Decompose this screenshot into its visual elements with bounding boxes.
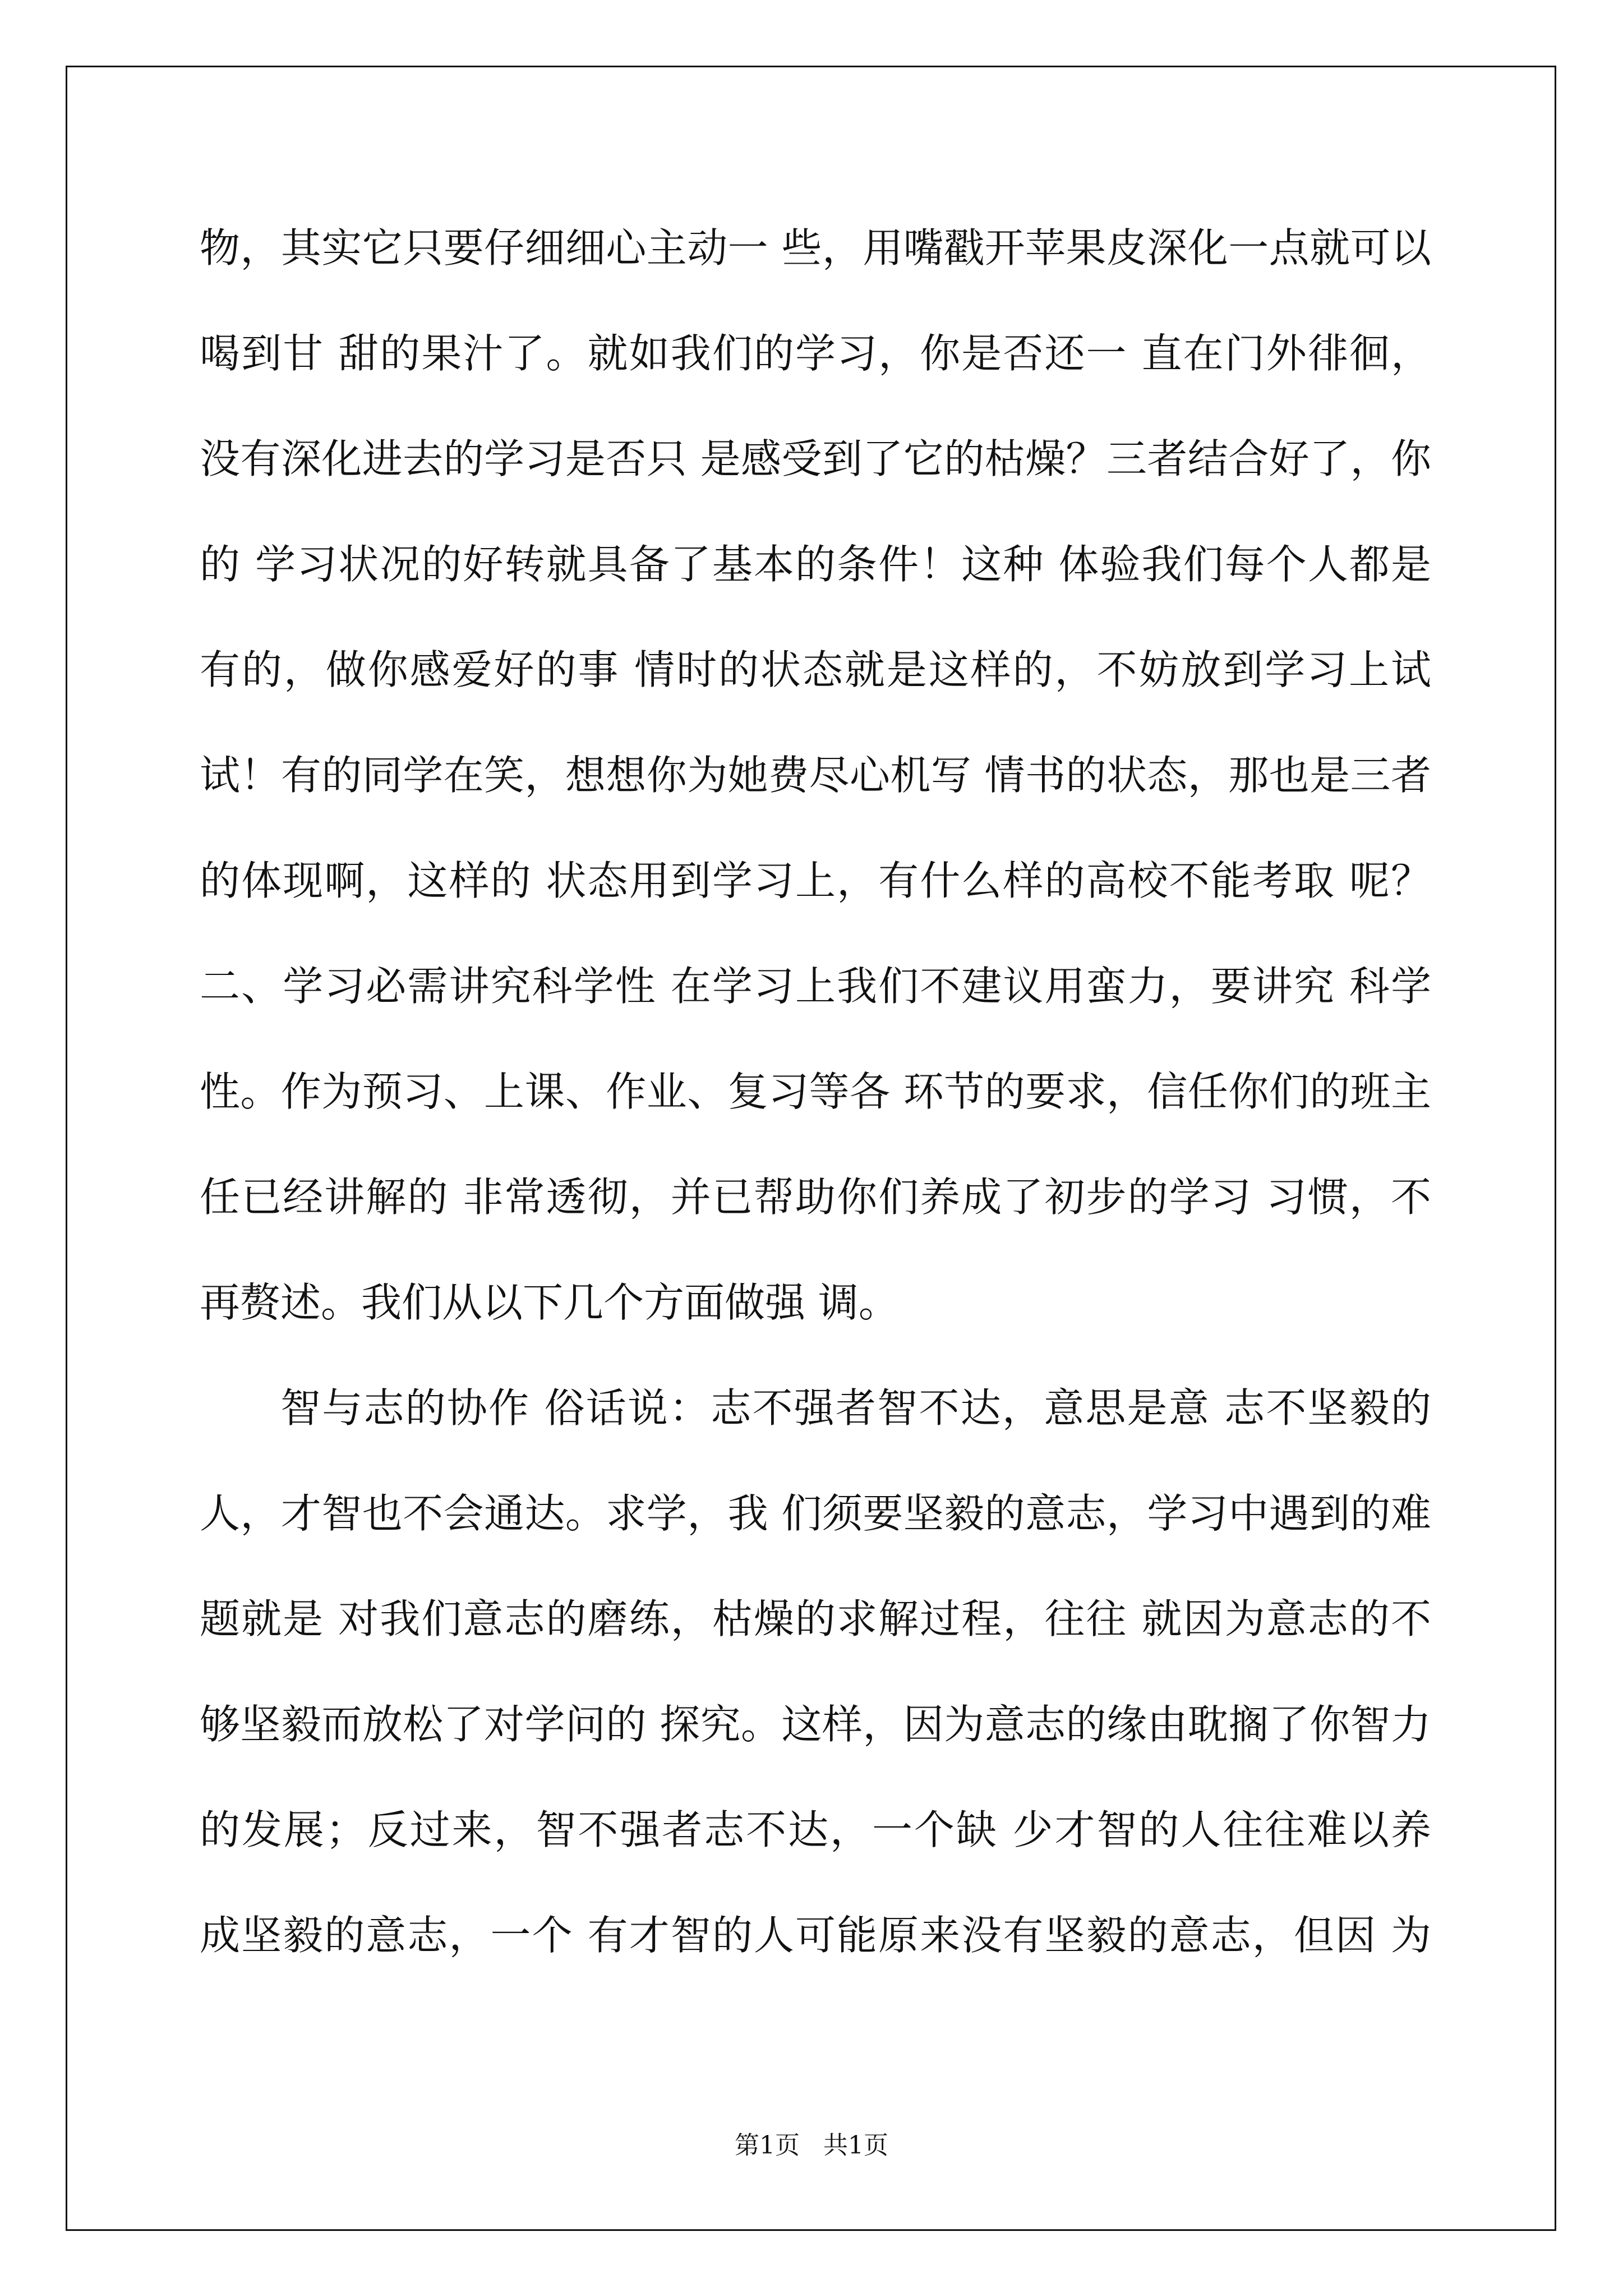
text-line: 任已经讲解的 非常透彻，并已帮助你们养成了初步的学习 习惯，不 (200, 1174, 1431, 1221)
text-line: 题就是 对我们意志的磨练，枯燥的求解过程，往往 就因为意志的不 (200, 1595, 1431, 1642)
text-line: 够坚毅而放松了对学问的 探究。这样，因为意志的缘由耽搁了你智力 (200, 1701, 1431, 1748)
text-line: 物，其实它只要仔细细心主动一 些，用嘴戳开苹果皮深化一点就可以 (200, 224, 1431, 272)
text-line: 性。作为预习、上课、作业、复习等各 环节的要求，信任你们的班主 (200, 1068, 1431, 1115)
text-line: 再赘述。我们从以下几个方面做强 调。 (200, 1279, 899, 1326)
text-line: 的体现啊，这样的 状态用到学习上，有什么样的高校不能考取 呢？ (200, 857, 1431, 904)
text-line: 成坚毅的意志，一个 有才智的人可能原来没有坚毅的意志，但因 为 (200, 1912, 1431, 1959)
text-line: 的 学习状况的好转就具备了基本的条件！这种 体验我们每个人都是 (200, 541, 1431, 588)
page-footer: 第1页 共1页 (735, 2131, 888, 2160)
text-line: 智与志的协作 俗话说：志不强者智不达，意思是意 志不坚毅的 (280, 1384, 1431, 1432)
text-line: 试！有的同学在笑，想想你为她费尽心机写 情书的状态，那也是三者 (200, 752, 1431, 799)
document-body (200, 220, 1431, 2013)
text-line: 没有深化进去的学习是否只 是感受到了它的枯燥？三者结合好了，你 (200, 435, 1431, 482)
text-line: 的发展；反过来，智不强者志不达，一个缺 少才智的人往往难以养 (200, 1806, 1431, 1853)
text-line: 有的，做你感爱好的事 情时的状态就是这样的，不妨放到学习上试 (200, 646, 1431, 693)
text-line: 人，才智也不会通达。求学，我 们须要坚毅的意志，学习中遇到的难 (200, 1490, 1431, 1537)
text-line: 喝到甘 甜的果汁了。就如我们的学习，你是否还一 直在门外徘徊， (200, 330, 1431, 377)
text-line: 二、学习必需讲究科学性 在学习上我们不建议用蛮力，要讲究 科学 (200, 963, 1431, 1010)
